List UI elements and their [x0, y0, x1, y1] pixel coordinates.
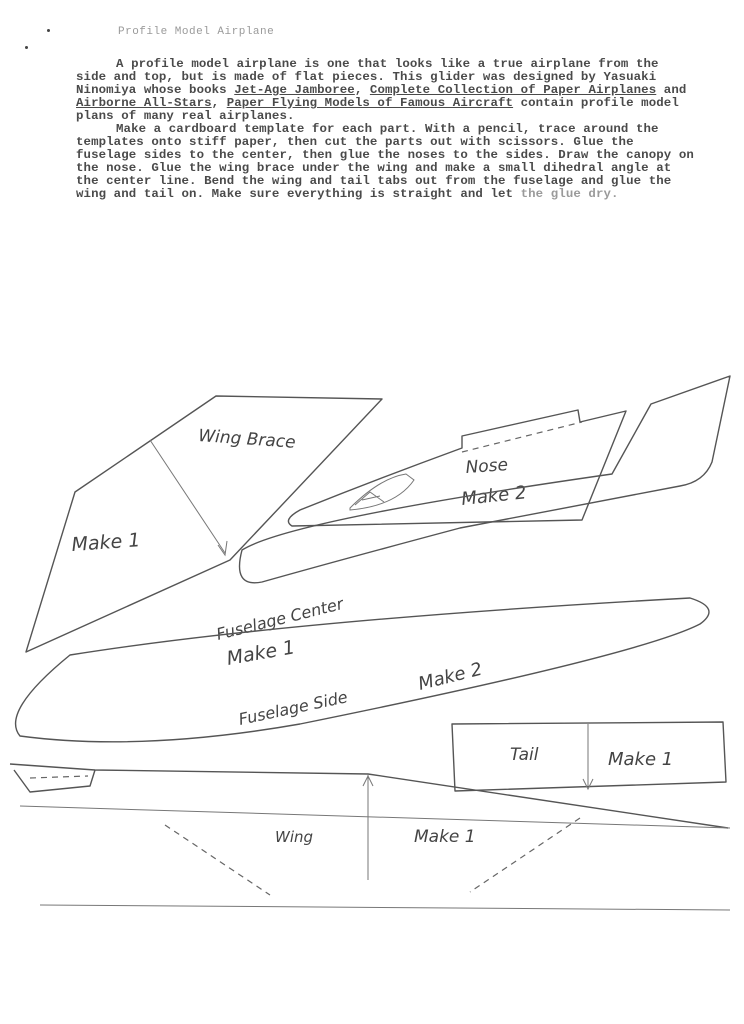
book-title: Jet-Age Jamboree [234, 83, 355, 97]
tail-qty: Make 1 [608, 749, 674, 770]
book-title: Airborne All-Stars [76, 96, 212, 110]
nose-qty: Make 2 [460, 482, 528, 510]
nose-part [288, 410, 626, 526]
intro-paragraph: A profile model airplane is one that looks like a true airplane from the side and top, but is made of flat pieces. This glider was designed by Yasuaki Ninomiya whose books Jet-Age Jamboree, Complete Collection of Paper Airplanes and Airborne All-Stars, Paper Flying Models of Famous Aircraft contain profile model plans of many real airplanes. [76, 57, 687, 123]
tail-part [452, 722, 726, 791]
fuselage-side-qty: Make 2 [416, 658, 485, 695]
fuselage-center-qty: Make 1 [225, 636, 297, 670]
fuselage-side-part [16, 598, 709, 742]
wing-brace-label: Wing Brace [197, 426, 297, 453]
book-title: Complete Collection of Paper Airplanes [369, 83, 657, 97]
book-title: Paper Flying Models of Famous Aircraft [226, 96, 514, 110]
nose-label: Nose [464, 455, 509, 478]
instructions-paragraph: Make a cardboard template for each part. With a pencil, trace around the templates onto stiff paper, then cut the parts out with scissors. Glue the fuselage sides to the center, then glue the noses to the sides. Draw the canopy on the nose. Glue the wing brace under the wing and make a small dihedral angle at the center line. Bend the wing and tail tabs out from the fuselage and glue the wing and tail on. Make sure everything is straight and let the glue dry. [76, 122, 694, 201]
page-title: Profile Model Airplane [118, 26, 275, 38]
fuselage-center-label: Fuselage Center [214, 593, 346, 644]
wing-brace-qty: Make 1 [70, 529, 142, 556]
tail-label: Tail [510, 745, 539, 765]
wing-label: Wing [275, 828, 314, 846]
wing-qty: Make 1 [414, 827, 476, 847]
fuselage-side-label: Fuselage Side [236, 687, 350, 729]
